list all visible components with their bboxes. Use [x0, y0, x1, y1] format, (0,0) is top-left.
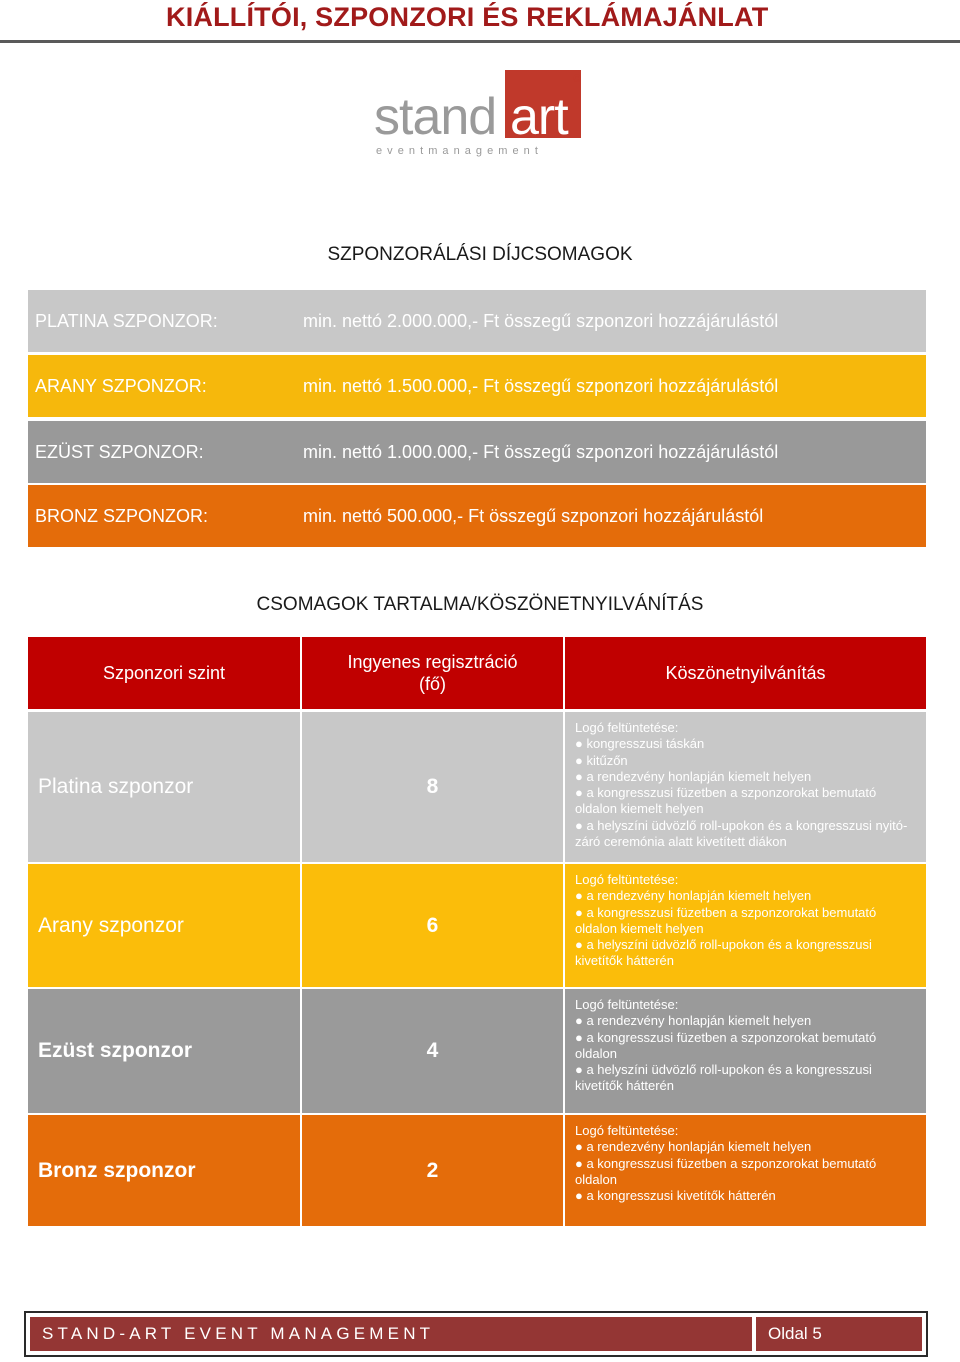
acknowledgement-item: ● a kongresszusi füzetben a szponzorokat bemutató oldalon kiemelt helyen [575, 904, 877, 936]
acknowledgement-item: ● a kongresszusi kivetítők hátterén [575, 1188, 776, 1204]
logo-copyright-mark: © [573, 73, 582, 85]
package-description: min. nettó 2.000.000,- Ft összegű szponzori hozzájárulástól [303, 310, 779, 331]
logo-word-left: stand [374, 88, 497, 146]
acknowledgement-item: ● kongresszusi táskán [575, 736, 705, 752]
acknowledgement-item: ● a helyszíni üdvözlő roll-upokon és a kongresszusi nyitó-záró ceremónia alatt kivetített diákon [575, 817, 908, 850]
packages-heading: SZPONZORÁLÁSI DÍJCSOMAGOK [327, 244, 633, 265]
registration-count: 2 [302, 1115, 563, 1226]
package-description: min. nettó 1.000.000,- Ft összegű szponzori hozzájárulástól [303, 441, 779, 462]
package-row [28, 355, 926, 417]
package-description: min. nettó 500.000,- Ft összegű szponzori hozzájárulástól [303, 505, 764, 526]
title-rule [0, 40, 960, 43]
package-description: min. nettó 1.500.000,- Ft összegű szponzori hozzájárulástól [303, 375, 779, 396]
level-name: Bronz szponzor [28, 1115, 300, 1226]
acknowledgement-cell [565, 989, 926, 1113]
acknowledgement-item: ● a helyszíni üdvözlő roll-upokon és a kongresszusi kivetítők hátterén [575, 1062, 872, 1094]
acknowledgement-item: ● a rendezvény honlapján kiemelt helyen [575, 888, 812, 904]
acknowledgement-item: ● a kongresszusi füzetben a szponzorokat bemutató oldalon [575, 1029, 877, 1061]
package-row [28, 290, 926, 352]
acknowledgement-item: ● a kongresszusi füzetben a szponzorokat bemutató oldalon [575, 1155, 877, 1187]
acknowledgement-cell [565, 1115, 926, 1226]
registration-count: 4 [302, 989, 563, 1113]
acknowledgement-item: ● kitűzőn [575, 752, 628, 768]
logo-display-label: Logó feltüntetése: [575, 1123, 679, 1138]
acknowledgement-cell [565, 712, 926, 862]
logo-display-label: Logó feltüntetése: [575, 872, 679, 887]
registration-count: 8 [302, 712, 563, 862]
standart-logo [370, 68, 590, 158]
page-title: KIÁLLÍTÓI, SZPONZORI ÉS REKLÁMAJÁNLAT [166, 2, 769, 32]
footer-company: STAND-ART EVENT MANAGEMENT [30, 1317, 752, 1351]
level-name: Arany szponzor [28, 864, 300, 987]
package-name: EZÜST SZPONZOR: [35, 441, 204, 462]
registration-count: 6 [302, 864, 563, 987]
header-level: Szponzori szint [28, 637, 300, 709]
acknowledgement-item: ● a helyszíni üdvözlő roll-upokon és a kongresszusi kivetítők hátterén [575, 937, 872, 969]
footer [24, 1311, 928, 1357]
package-row [28, 485, 926, 547]
acknowledgement-item: ● a rendezvény honlapján kiemelt helyen [575, 768, 812, 784]
acknowledgement-item: ● a rendezvény honlapján kiemelt helyen [575, 1013, 812, 1029]
logo-word-right: art [510, 88, 568, 146]
footer-page-number: Oldal 5 [756, 1317, 922, 1351]
logo-graphic [370, 68, 590, 158]
acknowledgement-item: ● a kongresszusi füzetben a szponzorokat bemutató oldalon kiemelt helyen [575, 785, 877, 817]
header-acknowledgement: Köszönetnyilvánítás [565, 637, 926, 709]
logo-display-label: Logó feltüntetése: [575, 997, 679, 1012]
package-row [28, 421, 926, 483]
level-name: Ezüst szponzor [28, 989, 300, 1113]
package-name: ARANY SZPONZOR: [35, 375, 207, 396]
level-name: Platina szponzor [28, 712, 300, 862]
header-registration: Ingyenes regisztráció (fő) [302, 637, 563, 709]
package-name: PLATINA SZPONZOR: [35, 310, 218, 331]
package-name: BRONZ SZPONZOR: [35, 505, 209, 526]
contents-heading: CSOMAGOK TARTALMA/KÖSZÖNETNYILVÁNÍTÁS [256, 594, 704, 615]
logo-display-label: Logó feltüntetése: [575, 720, 679, 735]
acknowledgement-cell [565, 864, 926, 987]
acknowledgement-item: ● a rendezvény honlapján kiemelt helyen [575, 1139, 812, 1155]
logo-tagline: e v e n t m a n a g e m e n t [376, 145, 539, 157]
